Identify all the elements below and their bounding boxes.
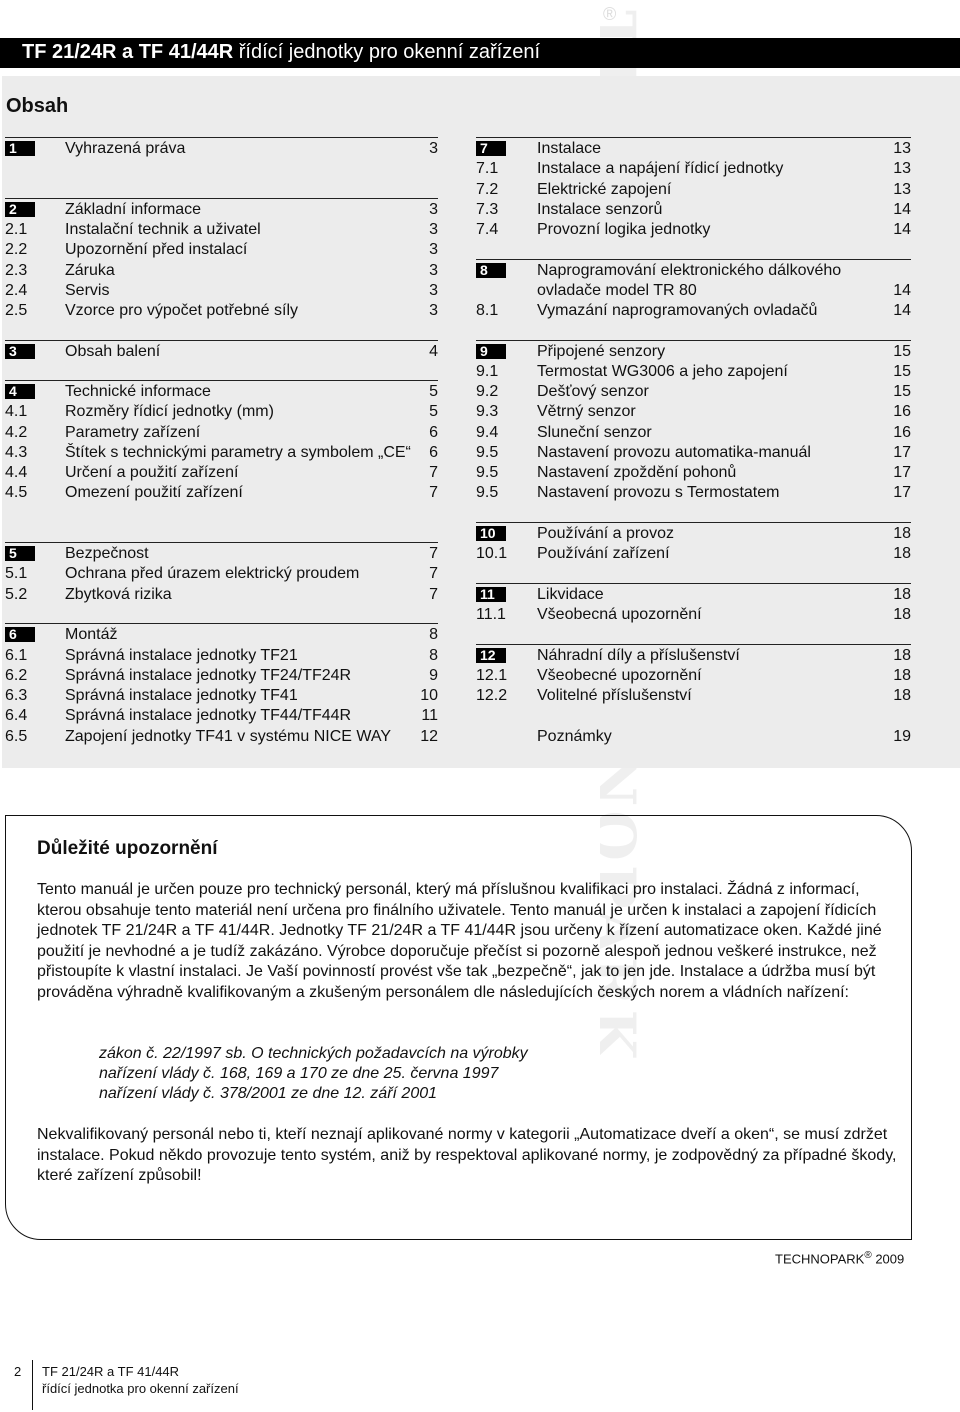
section-divider <box>5 198 438 199</box>
toc-page-number: 14 <box>893 282 911 299</box>
notice-paragraph-1: Tento manuál je určen pouze pro technický personál, který má příslušnou kvalifikaci pro instalaci. Žádná z informací, kterou obsahuje tento materiál není určena pro finálního uživatele. Tento manuál je určen k instalaci a zapojení řídicích jednotek TF 21/24R a TF 41/44R. Jednotky TF 21/24R a TF 41/44R jsou určeny k řízení automatizace oken. Každé jiné použití je nevhodné a je tudíž zakázáno. Výrobce doporučuje přečíst si pozorně alespoň jednou veškeré instrukce, než přistoupíte k vlastní instalaci. Je Vaší povinností provést vše tak „bezpečně“, jak to jen jde. Instalace a údržba musí být prováděna výhradně kvalifikovaným a zkušeným personálem dle následujících českých norem a vládních nařízení: <box>37 881 882 1001</box>
page-title <box>22 41 540 64</box>
toc-entry-label: Používání a provoz <box>537 525 674 542</box>
footer-line-1: TF 21/24R a TF 41/44R <box>42 1364 180 1379</box>
toc-entry[interactable] <box>476 362 911 382</box>
toc-page-number: 9 <box>429 667 438 684</box>
section-number-badge: 12 <box>476 648 506 663</box>
footer-divider <box>32 1360 33 1410</box>
toc-page-number: 17 <box>893 484 911 501</box>
toc-page-number: 18 <box>893 525 911 542</box>
toc-entry[interactable] <box>5 382 438 402</box>
subsection-number: 7.1 <box>476 160 499 177</box>
section-number-badge: 6 <box>5 627 35 642</box>
toc-entry[interactable] <box>476 159 911 179</box>
toc-entry[interactable] <box>476 524 911 544</box>
toc-page-number: 18 <box>893 586 911 603</box>
toc-page-number: 8 <box>429 626 438 643</box>
subsection-number: 9.3 <box>476 403 499 420</box>
toc-entry[interactable] <box>476 281 911 301</box>
toc-page-number: 14 <box>893 221 911 238</box>
section-number-badge: 7 <box>476 141 506 156</box>
toc-entry[interactable] <box>5 646 438 666</box>
toc-entry[interactable] <box>5 727 438 747</box>
toc-entry-label: Bezpečnost <box>65 545 149 562</box>
subsection-number: 12.2 <box>476 687 508 704</box>
toc-entry[interactable] <box>5 443 438 463</box>
toc-entry-label: Správná instalace jednotky TF41 <box>65 687 298 704</box>
toc-entry[interactable] <box>476 463 911 483</box>
toc-entry[interactable] <box>476 301 911 321</box>
section-divider <box>5 542 438 543</box>
toc-page-number: 5 <box>429 383 438 400</box>
toc-entry[interactable] <box>5 666 438 686</box>
toc-entry-label: ovladače model TR 80 <box>537 282 697 299</box>
section-divider <box>476 644 911 645</box>
toc-entry[interactable] <box>5 240 438 260</box>
toc-page-number: 7 <box>429 464 438 481</box>
subsection-number: 6.5 <box>5 728 28 745</box>
subsection-number: 7.4 <box>476 221 499 238</box>
toc-entry[interactable] <box>5 200 438 220</box>
subsection-number: 5.2 <box>5 586 28 603</box>
watermark-registered-mark: ® <box>603 4 617 24</box>
toc-entry-label: Obsah balení <box>65 343 161 360</box>
toc-page-number: 3 <box>429 262 438 279</box>
toc-entry-label: Ochrana před úrazem elektrický proudem <box>65 565 360 582</box>
toc-page-number: 15 <box>893 363 911 380</box>
toc-entry-label: Elektrické zapojení <box>537 181 672 198</box>
toc-entry[interactable] <box>5 463 438 483</box>
section-number-badge: 5 <box>5 546 35 561</box>
section-divider <box>5 623 438 624</box>
section-number-badge: 4 <box>5 384 35 399</box>
subsection-number: 7.3 <box>476 201 499 218</box>
toc-entry-label: Určení a použití zařízení <box>65 464 239 481</box>
toc-page-number: 16 <box>893 403 911 420</box>
toc-page-number: 3 <box>429 302 438 319</box>
toc-page-number: 15 <box>893 383 911 400</box>
subsection-number: 2.5 <box>5 302 28 319</box>
toc-entry[interactable] <box>476 666 911 686</box>
toc-entry-label: Zapojení jednotky TF41 v systému NICE WAY <box>65 728 392 745</box>
toc-entry-label: Poznámky <box>537 728 612 745</box>
section-divider <box>476 137 911 138</box>
toc-entry-label: Montáž <box>65 626 118 643</box>
toc-page-number: 7 <box>429 545 438 562</box>
toc-page-number: 3 <box>429 282 438 299</box>
toc-entry-label: Likvidace <box>537 586 604 603</box>
toc-page-number: 18 <box>893 545 911 562</box>
toc-entry-label: Zbytková rizika <box>65 586 172 603</box>
section-number-badge: 1 <box>5 141 35 156</box>
section-divider <box>476 522 911 523</box>
subsection-number: 7.2 <box>476 181 499 198</box>
subsection-number: 12.1 <box>476 667 508 684</box>
notice-paragraph-2: Nekvalifikovaný personál nebo ti, kteří neznají aplikované normy v kategorii „Automatizace dveří a oken“, se musí zdržet instalace. Pokud někdo provozuje tento systém, aniž by respektoval aplikované normy, je zodpovědný za případné škody, které zařízení způsobil! <box>37 1126 897 1184</box>
toc-entry-label: Nastavení provozu automatika-manuál <box>537 444 811 461</box>
laws-list <box>99 1044 528 1104</box>
toc-page-number: 3 <box>429 140 438 157</box>
section-number-badge: 8 <box>476 263 506 278</box>
subsection-number: 9.5 <box>476 484 499 501</box>
notice-box <box>5 815 912 1240</box>
toc-entry[interactable] <box>5 342 438 362</box>
toc-entry[interactable] <box>476 585 911 605</box>
subsection-number: 2.2 <box>5 241 28 258</box>
toc-entry-label: Záruka <box>65 262 115 279</box>
toc-page-number: 6 <box>429 444 438 461</box>
toc-entry[interactable] <box>5 261 438 281</box>
toc-entry-label: Připojené senzory <box>537 343 666 360</box>
toc-entry[interactable] <box>5 220 438 240</box>
copyright-brand: TECHNOPARK <box>775 1251 865 1267</box>
subsection-number: 6.3 <box>5 687 28 704</box>
subsection-number: 5.1 <box>5 565 28 582</box>
toc-entry-label: Technické informace <box>65 383 211 400</box>
toc-page-number: 18 <box>893 667 911 684</box>
page-title-bold: TF 21/24R a TF 41/44R <box>22 41 234 63</box>
notice-heading: Důležité upozornění <box>37 838 218 859</box>
subsection-number: 6.4 <box>5 707 28 724</box>
toc-entry[interactable] <box>5 585 438 605</box>
toc-entry-label: Používání zařízení <box>537 545 670 562</box>
toc-page-number: 11 <box>421 707 438 724</box>
toc-entry-label: Omezení použití zařízení <box>65 484 243 501</box>
toc-page-number: 10 <box>420 687 438 704</box>
section-divider <box>5 137 438 138</box>
law-item: zákon č. 22/1997 sb. O technických požadavcích na výrobky <box>99 1045 528 1062</box>
copyright-year: 2009 <box>875 1251 905 1267</box>
subsection-number: 9.5 <box>476 464 499 481</box>
toc-entry-label: Instalace senzorů <box>537 201 663 218</box>
toc-entry-label: Štítek s technickými parametry a symbolem „CE“ <box>65 444 411 461</box>
toc-entry[interactable] <box>5 139 438 159</box>
registered-mark: ® <box>864 1250 872 1261</box>
toc-entry-label: Provozní logika jednotky <box>537 221 711 238</box>
toc-entry-label: Nastavení zpoždění pohonů <box>537 464 737 481</box>
toc-entry-label: Vymazání naprogramovaných ovladačů <box>537 302 818 319</box>
toc-entry[interactable] <box>476 646 911 666</box>
subsection-number: 6.1 <box>5 647 28 664</box>
section-divider <box>5 380 438 381</box>
subsection-number: 9.4 <box>476 424 499 441</box>
toc-page-number: 6 <box>429 424 438 441</box>
subsection-number: 2.3 <box>5 262 28 279</box>
toc-entry[interactable] <box>5 564 438 584</box>
toc-page-number: 7 <box>429 586 438 603</box>
copyright <box>775 1250 904 1266</box>
toc-page-number: 3 <box>429 241 438 258</box>
subsection-number: 9.2 <box>476 383 499 400</box>
subsection-number: 4.1 <box>5 403 28 420</box>
law-item: nařízení vlády č. 168, 169 a 170 ze dne 25. června 1997 <box>99 1065 499 1082</box>
subsection-number: 4.2 <box>5 424 28 441</box>
toc-page-number: 15 <box>893 343 911 360</box>
toc-entry-label: Základní informace <box>65 201 202 218</box>
toc-entry[interactable] <box>5 281 438 301</box>
toc-entry-label: Termostat WG3006 a jeho zapojení <box>537 363 788 380</box>
toc-entry-label: Instalace a napájení řídicí jednotky <box>537 160 784 177</box>
toc-entry[interactable] <box>476 727 911 747</box>
toc-entry-label: Nastavení provozu s Termostatem <box>537 484 780 501</box>
toc-entry[interactable] <box>5 483 438 503</box>
toc-entry[interactable] <box>5 423 438 443</box>
section-divider <box>476 583 911 584</box>
toc-page-number: 3 <box>429 221 438 238</box>
law-item: nařízení vlády č. 378/2001 ze dne 12. září 2001 <box>99 1085 438 1102</box>
toc-page-number: 19 <box>893 728 911 745</box>
toc-page-number: 17 <box>893 464 911 481</box>
toc-page-number: 13 <box>893 140 911 157</box>
subsection-number: 2.4 <box>5 282 28 299</box>
toc-entry[interactable] <box>476 402 911 422</box>
section-divider <box>476 259 911 260</box>
toc-entry[interactable] <box>5 686 438 706</box>
section-number-badge: 10 <box>476 526 506 541</box>
toc-page-number: 8 <box>429 647 438 664</box>
toc-entry-label: Větrný senzor <box>537 403 636 420</box>
subsection-number: 6.2 <box>5 667 28 684</box>
page-title-rest: řídící jednotky pro okenní zařízení <box>233 41 541 63</box>
toc-heading: Obsah <box>6 95 69 117</box>
toc-entry-label: Instalační technik a uživatel <box>65 221 261 238</box>
subsection-number: 10.1 <box>476 545 508 562</box>
toc-page-number: 14 <box>893 302 911 319</box>
toc-entry-label: Volitelné příslušenství <box>537 687 692 704</box>
toc-page-number: 7 <box>429 484 438 501</box>
toc-page-number: 5 <box>429 403 438 420</box>
toc-entry-label: Instalace <box>537 140 602 157</box>
footer-text <box>42 1363 239 1397</box>
toc-page-number: 18 <box>893 647 911 664</box>
section-number-badge: 2 <box>5 202 35 217</box>
toc-entry-label: Sluneční senzor <box>537 424 652 441</box>
toc-page-number: 18 <box>893 606 911 623</box>
section-number-badge: 11 <box>476 587 506 602</box>
toc-entry-label: Všeobecná upozornění <box>537 606 702 623</box>
toc-entry-label: Vzorce pro výpočet potřebné síly <box>65 302 299 319</box>
section-number-badge: 9 <box>476 344 506 359</box>
subsection-number: 8.1 <box>476 302 499 319</box>
toc-entry[interactable] <box>476 605 911 625</box>
footer-line-2: řídící jednotka pro okenní zařízení <box>42 1381 239 1396</box>
subsection-number: 11.1 <box>476 606 506 623</box>
toc-entry[interactable] <box>5 706 438 726</box>
toc-page-number: 7 <box>429 565 438 582</box>
toc-entry[interactable] <box>476 483 911 503</box>
toc-entry[interactable] <box>5 301 438 321</box>
title-bar <box>0 38 960 68</box>
toc-entry[interactable] <box>476 261 911 281</box>
toc-entry[interactable] <box>476 200 911 220</box>
toc-page-number: 13 <box>893 160 911 177</box>
toc-page-number: 3 <box>429 201 438 218</box>
toc-entry[interactable] <box>476 686 911 706</box>
toc-entry-label: Servis <box>65 282 110 299</box>
toc-entry[interactable] <box>476 423 911 443</box>
toc-entry-label: Naprogramování elektronického dálkového <box>537 262 842 279</box>
toc-entry[interactable] <box>476 220 911 240</box>
subsection-number: 9.1 <box>476 363 499 380</box>
toc-entry-label: Náhradní díly a příslušenství <box>537 647 740 664</box>
toc-page-number: 16 <box>893 424 911 441</box>
toc-entry-label: Správná instalace jednotky TF21 <box>65 647 298 664</box>
toc-entry-label: Všeobecné upozornění <box>537 667 702 684</box>
toc-page-number: 4 <box>429 343 438 360</box>
toc-page-number: 18 <box>893 687 911 704</box>
toc-entry-label: Vyhrazená práva <box>65 140 186 157</box>
toc-entry[interactable] <box>476 443 911 463</box>
toc-entry-label: Parametry zařízení <box>65 424 201 441</box>
toc-entry[interactable] <box>5 544 438 564</box>
toc-entry[interactable] <box>476 544 911 564</box>
toc-page-number: 14 <box>893 201 911 218</box>
toc-entry-label: Upozornění před instalací <box>65 241 248 258</box>
toc-entry-label: Rozměry řídicí jednotky (mm) <box>65 403 274 420</box>
subsection-number: 4.3 <box>5 444 28 461</box>
subsection-number: 4.5 <box>5 484 28 501</box>
toc-entry[interactable] <box>476 180 911 200</box>
toc-entry-label: Správná instalace jednotky TF24/TF24R <box>65 667 352 684</box>
toc-entry[interactable] <box>476 139 911 159</box>
subsection-number: 9.5 <box>476 444 499 461</box>
toc-page-number: 13 <box>893 181 911 198</box>
toc-page-number: 17 <box>893 444 911 461</box>
subsection-number: 2.1 <box>5 221 28 238</box>
toc-entry-label: Dešťový senzor <box>537 383 649 400</box>
toc-entry[interactable] <box>476 382 911 402</box>
toc-entry-label: Správná instalace jednotky TF44/TF44R <box>65 707 352 724</box>
toc-entry[interactable] <box>5 625 438 645</box>
section-divider <box>5 340 438 341</box>
subsection-number: 4.4 <box>5 464 28 481</box>
toc-entry[interactable] <box>476 342 911 362</box>
toc-entry[interactable] <box>5 402 438 422</box>
page-number: 2 <box>14 1364 22 1379</box>
section-number-badge: 3 <box>5 344 35 359</box>
toc-page-number: 12 <box>420 728 438 745</box>
section-divider <box>476 340 911 341</box>
